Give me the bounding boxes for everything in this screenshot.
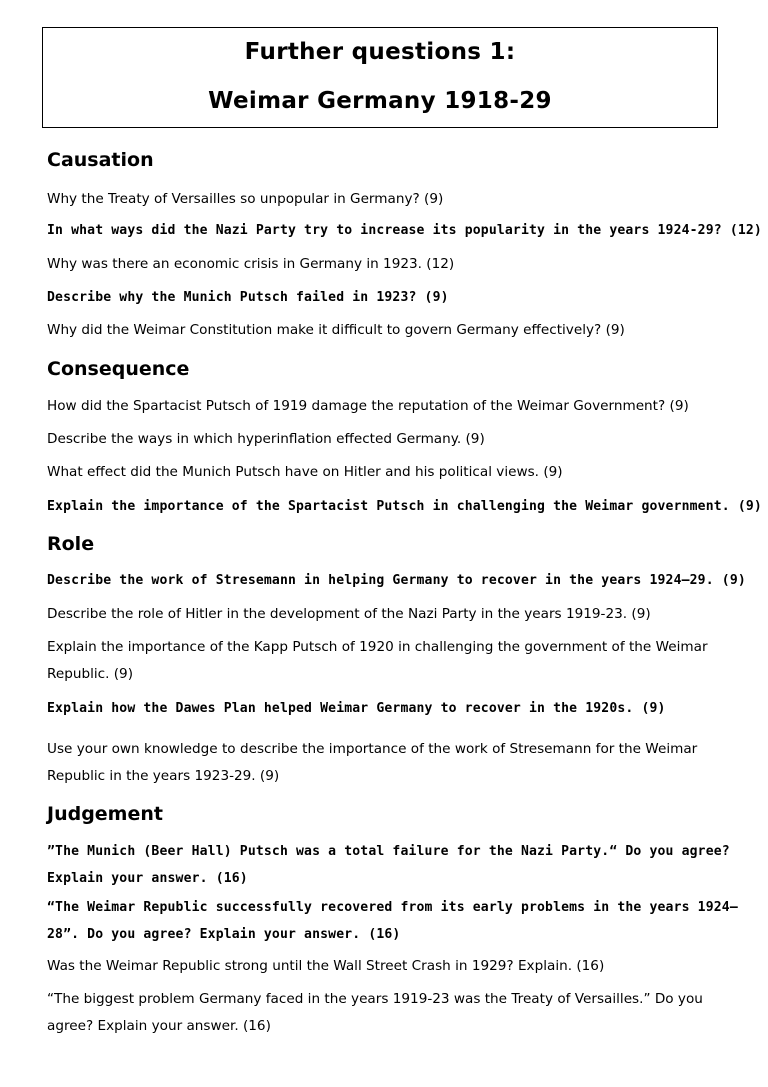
section-heading-role: Role: [47, 533, 95, 555]
question: Describe the role of Hitler in the development of the Nazi Party in the years 1919-23. (9): [47, 606, 651, 622]
question: ”The Munich (Beer Hall) Putsch was a total failure for the Nazi Party.“ Do you agree? Explain your answer. (16): [47, 844, 730, 886]
section-heading-causation: Causation: [47, 149, 154, 171]
question: How did the Spartacist Putsch of 1919 damage the reputation of the Weimar Government? (9): [47, 398, 689, 414]
title-line-2: Weimar Germany 1918-29: [208, 88, 552, 114]
question: Why the Treaty of Versailles so unpopular in Germany? (9): [47, 191, 444, 207]
title-box: [42, 27, 718, 128]
title-line-1: Further questions 1:: [244, 39, 516, 65]
question: Describe the work of Stresemann in helping Germany to recover in the years 1924–29. (9): [47, 573, 746, 588]
question: Explain the importance of the Kapp Putsch of 1920 in challenging the government of the Weimar Republic. (9): [47, 639, 708, 682]
section-heading-consequence: Consequence: [47, 358, 190, 380]
question: Explain the importance of the Spartacist Putsch in challenging the Weimar government. (9): [47, 499, 762, 514]
question: What effect did the Munich Putsch have on Hitler and his political views. (9): [47, 464, 563, 480]
question: “The biggest problem Germany faced in the years 1919-23 was the Treaty of Versailles.” Do you agree? Explain your answer. (16): [47, 991, 703, 1034]
question: Describe the ways in which hyperinflation effected Germany. (9): [47, 431, 485, 447]
question: Describe why the Munich Putsch failed in 1923? (9): [47, 290, 449, 305]
section-heading-judgement: Judgement: [47, 803, 163, 825]
question: Use your own knowledge to describe the importance of the work of Stresemann for the Weimar Republic in the years 1923-29. (9): [47, 741, 698, 784]
question: In what ways did the Nazi Party try to increase its popularity in the years 1924-29? (12): [47, 223, 762, 238]
question: Was the Weimar Republic strong until the Wall Street Crash in 1929? Explain. (16): [47, 958, 605, 974]
question: Why did the Weimar Constitution make it difficult to govern Germany effectively? (9): [47, 322, 625, 338]
question: “The Weimar Republic successfully recovered from its early problems in the years 1924–28”. Do you agree? Explain your answer. (16): [47, 900, 738, 942]
question: Why was there an economic crisis in Germany in 1923. (12): [47, 256, 455, 272]
question: Explain how the Dawes Plan helped Weimar Germany to recover in the 1920s. (9): [47, 701, 666, 716]
